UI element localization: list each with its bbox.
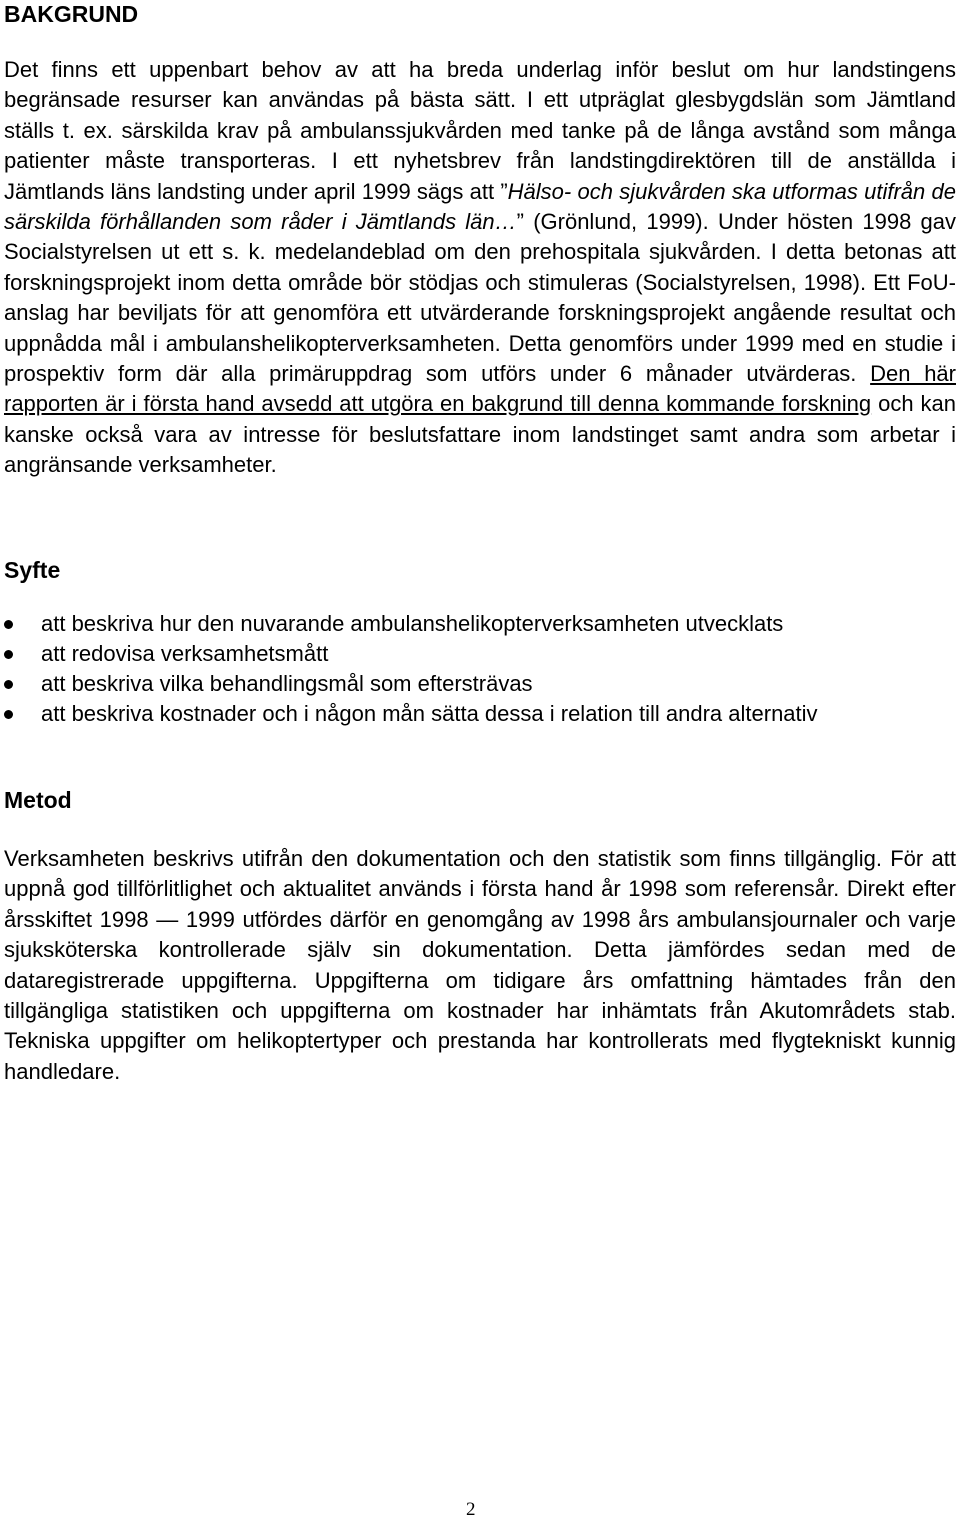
syfte-list-item [4,639,956,669]
bakgrund-text-part-1: Det finns ett uppenbart behov av att ha breda underlag inför beslut om hur landstingens begränsade resurser kan användas på bästa sätt. I ett utpräglat glesbygdslän som Jämtland ställs t. ex. särskilda krav på ambulanssjukvården med tanke på de långa avstånd som många patienter måste transporteras. I ett nyhetsbrev från landstingdirektören till de anställda i Jämtlands läns landsting under april 1999 sägs att ” [4,57,956,204]
section-heading-bakgrund: BAKGRUND [4,1,139,27]
bullet-icon [4,650,13,659]
syfte-bullet-list [4,609,956,729]
bullet-icon [4,710,13,719]
metod-paragraph: Verksamheten beskrivs utifrån den dokumentation och den statistik som finns tillgänglig. För att uppnå god tillförlitlighet och aktualitet används i första hand år 1998 som referensår. Direkt efter årsskiftet 1998 — 1999 utfördes därför en genomgång av 1998 års ambulansjournaler och varje sjuksköterska kontrollerade själv sin dokumentation. Detta jämfördes sedan med de dataregistrerade uppgifterna. Uppgifterna om tidigare års omfattning hämtades från den tillgängliga statistiken och uppgifterna om kostnader har inhämtats från Akutområdets stab. Tekniska uppgifter om helikoptertyper och prestanda har kontrollerats med flygtekniskt kunnig handledare. [4,846,956,1084]
bakgrund-text-part-3: och kan kanske också vara av intresse för beslutsfattare inom landstinget samt andra som arbetar i angränsande verksamheter. [4,391,956,478]
section-heading-syfte: Syfte [4,557,61,583]
syfte-list-item [4,609,956,639]
syfte-list-item [4,669,956,699]
bakgrund-quote: Hälso- och sjukvården ska utformas utifrån de särskilda förhållanden som råder i Jämtlands län… [4,178,956,235]
syfte-item-text: att redovisa verksamhetsmått [41,641,329,666]
bullet-icon [4,620,13,629]
syfte-item-text: att beskriva hur den nuvarande ambulanshelikopterverksamheten utvecklats [41,611,784,636]
bakgrund-underlined-text: Den här rapporten är i första hand avsedd att utgöra en bakgrund till denna kommande forskning [4,361,956,417]
bullet-icon [4,680,13,689]
page-number: 2 [466,1499,476,1520]
bakgrund-paragraph [4,55,956,481]
bakgrund-text-part-2: ” (Grönlund, 1999). Under hösten 1998 gav Socialstyrelsen ut ett s. k. medelandeblad om den prehospitala sjukvården. I detta betonas att forskningsprojekt inom detta område bör stödjas och stimuleras (Socialstyrelsen, 1998). Ett FoU-anslag har beviljats för att genomföra ett utvärderande forskningsprojekt angående resultat och uppnådda mål i ambulanshelikopterverksamheten. Detta genomförs under 1999 med en studie i prospektiv form där alla primäruppdrag som utförs under 6 månader utvärderas. [4,209,956,387]
syfte-item-text: att beskriva kostnader och i någon mån sätta dessa i relation till andra alternativ [41,701,818,726]
document-page [4,0,956,1524]
syfte-item-text: att beskriva vilka behandlingsmål som eftersträvas [41,671,533,696]
section-heading-metod: Metod [4,787,72,813]
syfte-list-item [4,699,956,729]
